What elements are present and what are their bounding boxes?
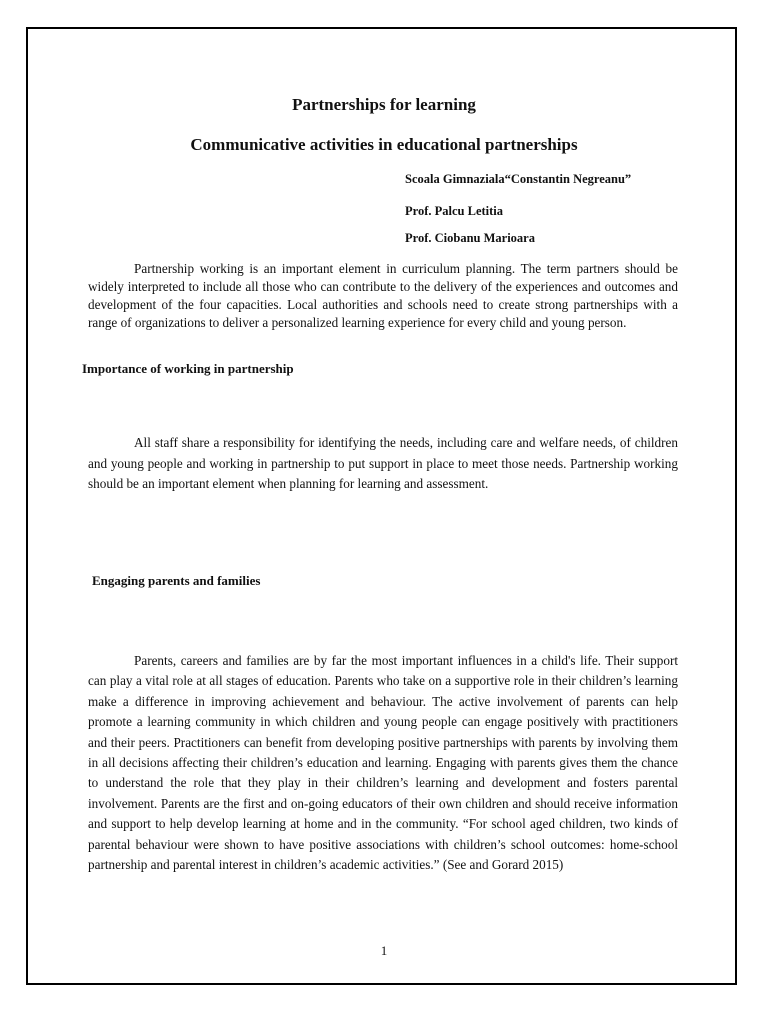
document-subtitle: Communicative activities in educational partnerships (190, 135, 578, 154)
author-name: Prof. Palcu Letitia (405, 204, 504, 218)
partnership-paragraph: All staff share a responsibility for identifying the needs, including care and welfare needs, of children and young people and working in partnership to put support in place to meet those needs. Partnership working should be an important element when planning for learning and assessment. (88, 435, 678, 491)
section-heading-parents: Engaging parents and families (92, 573, 261, 588)
document-title: Partnerships for learning (292, 95, 476, 114)
parents-paragraph: Parents, careers and families are by far the most important influences in a child's life. Their support can play a vital role at all stages of education. Parents who take on a supportive role in their children’s learning make a difference in improving achievement and behaviour. The active involvement of parents can help promote a learning community in which children and young people can engage positively with practitioners and their peers. Practitioners can benefit from developing positive partnerships with parents by involving them in all decisions affecting their children’s education and learning. Engaging with parents gives them the chance to understand the role that they play in their children’s learning and development and fosters parental involvement. Parents are the first and on-going educators of their own children and should receive information and support to help develop learning at home and in the community. “For school aged children, two kinds of parental behaviour were shown to have positive associations with children’s school outcomes: home-school partnership and parental interest in children’s academic activities.” (See and Gorard 2015) (88, 653, 678, 873)
section-heading-partnership: Importance of working in partnership (82, 361, 294, 376)
school-name: Scoala Gimnaziala“Constantin Negreanu” (405, 172, 632, 186)
author-name: Prof. Ciobanu Marioara (405, 231, 535, 245)
page-number: 1 (380, 943, 388, 958)
intro-paragraph: Partnership working is an important element in curriculum planning. The term partners should be widely interpreted to include all those who can contribute to the delivery of the experiences and outcomes and development of the four capacities. Local authorities and schools need to create strong partnerships with a range of organizations to deliver a personalized learning experience for every child and young person. (88, 261, 678, 330)
